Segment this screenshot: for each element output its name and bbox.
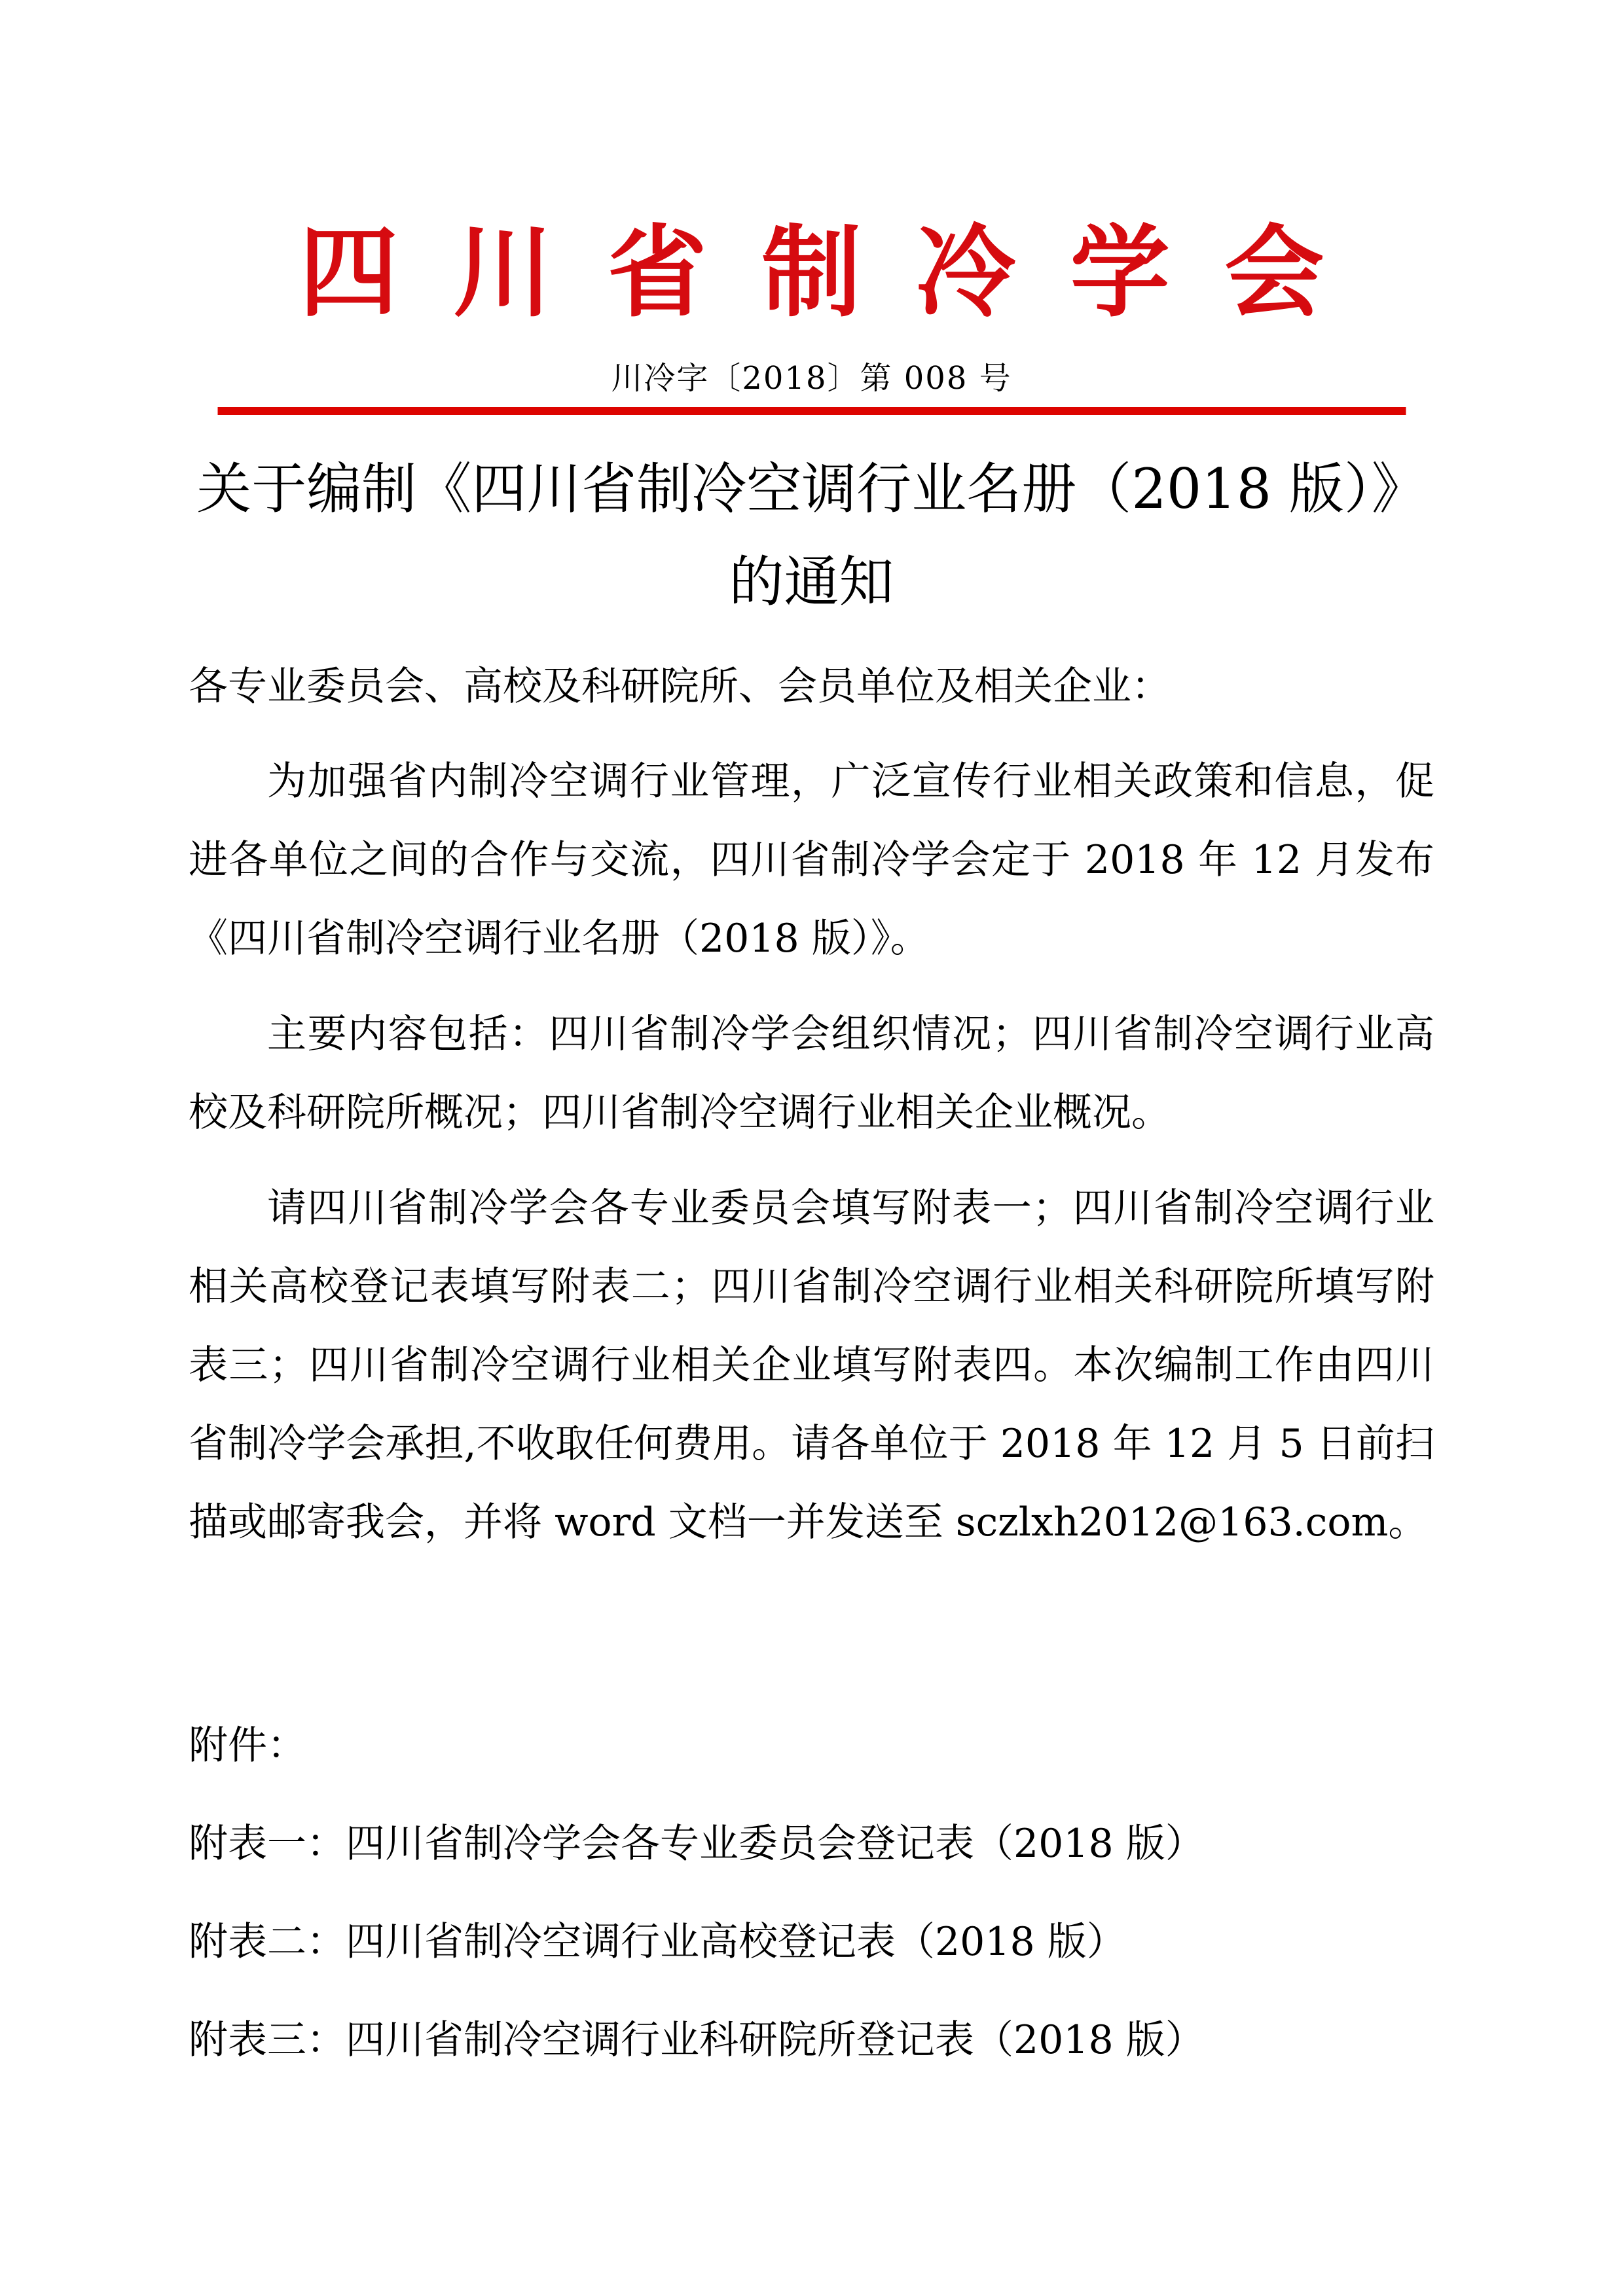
letterhead-org-title: 四川省制冷学会 — [299, 213, 1379, 331]
attachment-item: 附表二：四川省制冷空调行业高校登记表（2018 版） — [189, 1919, 1126, 1965]
salutation-line: 各专业委员会、高校及科研院所、会员单位及相关企业： — [189, 664, 1171, 709]
letterhead-divider-rule — [217, 407, 1406, 415]
notice-title-line1: 关于编制《四川省制冷空调行业名册（2018 版）》 — [196, 457, 1427, 521]
body-paragraph: 请四川省制冷学会各专业委员会填写附表一；四川省制冷空调行业相关高校登记表填写附表二；四川省制冷空调行业相关科研院所填写附表三；四川省制冷空调行业相关企业填写附表四。本次编制工作由四川省制冷学会承担,不收取任何费用。请各单位于 2018 年 12 月 5 日前扫描或邮寄我会，并将 word 文档一并发送至 sczlxh2012@163.com。 — [189, 1185, 1434, 1545]
notice-body — [189, 648, 1434, 1562]
notice-title-line2: 的通知 — [729, 550, 894, 614]
body-paragraph: 主要内容包括：四川省制冷学会组织情况；四川省制冷空调行业高校及科研院所概况；四川省制冷空调行业相关企业概况。 — [189, 1011, 1434, 1136]
notice-title — [92, 442, 1531, 628]
doc-reference-number: 川冷字〔2018〕第 008 号 — [611, 360, 1012, 397]
attachments-section — [189, 1696, 1434, 2089]
attachment-item: 附表三：四川省制冷空调行业科研院所登记表（2018 版） — [189, 2017, 1205, 2063]
attachment-item: 附表一：四川省制冷学会各专业委员会登记表（2018 版） — [189, 1821, 1205, 1867]
body-paragraph: 为加强省内制冷空调行业管理，广泛宣传行业相关政策和信息，促进各单位之间的合作与交流，四川省制冷学会定于 2018 年 12 月发布《四川省制冷空调行业名册（2018 版）》。 — [189, 759, 1434, 961]
attachments-label: 附件： — [189, 1723, 306, 1768]
